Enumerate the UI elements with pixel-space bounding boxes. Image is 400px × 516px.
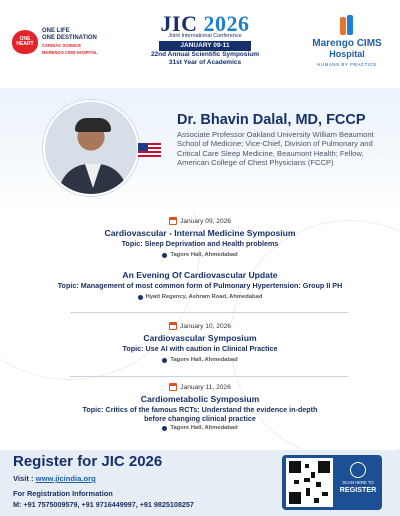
website-link[interactable]: www.jicindia.org <box>35 474 96 483</box>
event-date: January 11, 2026 <box>180 383 231 391</box>
jic-dates: JANUARY 09-11 <box>159 41 251 51</box>
event-topic: Topic: Critics of the famous RCTs: Understand the evidence in-depth before changing clinical practice <box>82 405 318 423</box>
event-topic: Topic: Management of most common form of Pulmonary Hypertension: Group II PH <box>57 281 343 290</box>
register-label: REGISTER <box>339 485 377 494</box>
visit-line: Visit : www.jicindia.org <box>13 474 96 483</box>
register-title: Register for JIC 2026 <box>13 453 163 470</box>
divider <box>70 312 348 313</box>
divider <box>70 376 348 377</box>
event-title: Cardiovascular - Internal Medicine Symposium <box>104 228 296 238</box>
speaker-photo <box>43 100 139 196</box>
registration-info-heading: For Registration Information <box>13 489 113 498</box>
calendar-icon <box>169 322 177 330</box>
event-location: Tagore Hall, Ahmedabad <box>170 252 238 258</box>
calendar-icon <box>169 217 177 225</box>
heart-icon: ONE HEART <box>12 30 38 54</box>
one-heart-logo <box>12 28 98 56</box>
jic-symposium: 22nd Annual Scientific Symposium <box>150 51 260 58</box>
event-block <box>0 383 400 431</box>
logo-line: ONE LIFE <box>42 28 70 34</box>
location-icon <box>162 426 167 431</box>
event-location: Tagore Hall, Ahmedabad <box>170 357 238 363</box>
event-block <box>0 217 400 258</box>
logo-line: MARENGO CIMS HOSPITAL <box>42 50 98 55</box>
jic-logo <box>150 13 260 67</box>
scan-label: SCAN HERE TO <box>342 480 374 485</box>
event-title: Cardiometabolic Symposium <box>140 394 260 404</box>
location-icon <box>162 253 167 258</box>
event-title: Cardiovascular Symposium <box>143 333 257 343</box>
jic-academics: 31st Year of Academics <box>168 59 242 66</box>
event-topic: Topic: Sleep Deprivation and Health problems <box>121 239 279 248</box>
event-location: Hyatt Regency, Ashram Road, Ahmedabad <box>145 294 263 300</box>
location-icon <box>138 295 143 300</box>
calendar-icon <box>169 383 177 391</box>
event-topic: Topic: Use AI with caution in Clinical Practice <box>122 344 278 353</box>
logo-line: CARDIAC SCIENCE <box>42 43 82 48</box>
phone-numbers: M: +91 7575009579, +91 9716449997, +91 9825108257 <box>13 500 194 509</box>
hospital-tagline: HUMANS BY PRACTICE <box>317 62 377 67</box>
event-location: Tagore Hall, Ahmedabad <box>170 425 238 431</box>
hospital-cross-icon <box>336 15 358 37</box>
location-icon <box>162 358 167 363</box>
speaker-name: Dr. Bhavin Dalal, MD, FCCP <box>177 112 366 128</box>
qr-code[interactable] <box>286 458 333 507</box>
event-block <box>0 322 400 363</box>
scan-to-register[interactable] <box>336 462 380 494</box>
us-flag-icon <box>138 143 161 157</box>
event-title: An Evening Of Cardiovascular Update <box>122 270 278 280</box>
event-date: January 10, 2026 <box>180 322 231 330</box>
hospital-logo <box>307 15 387 67</box>
hospital-name-2: Hospital <box>329 49 365 59</box>
hospital-name: Marengo CIMS <box>312 38 382 49</box>
jic-title: JIC 2026 <box>160 11 250 36</box>
jic-subtitle: Joint International Conference <box>168 33 242 39</box>
event-date: January 09, 2026 <box>180 217 231 225</box>
event-block <box>0 270 400 300</box>
header <box>0 0 400 88</box>
speaker-bio: Associate Professor Oakland University William Beaumont School of Medicine; Vice-Chief, Division of Pulmonary and Critical Care Sleep Medicine, Beaumont Health; Fellow, American College of Chest Physicians (FCCP) <box>177 130 374 167</box>
tap-icon <box>350 462 366 478</box>
logo-line: ONE DESTINATION <box>42 35 97 41</box>
